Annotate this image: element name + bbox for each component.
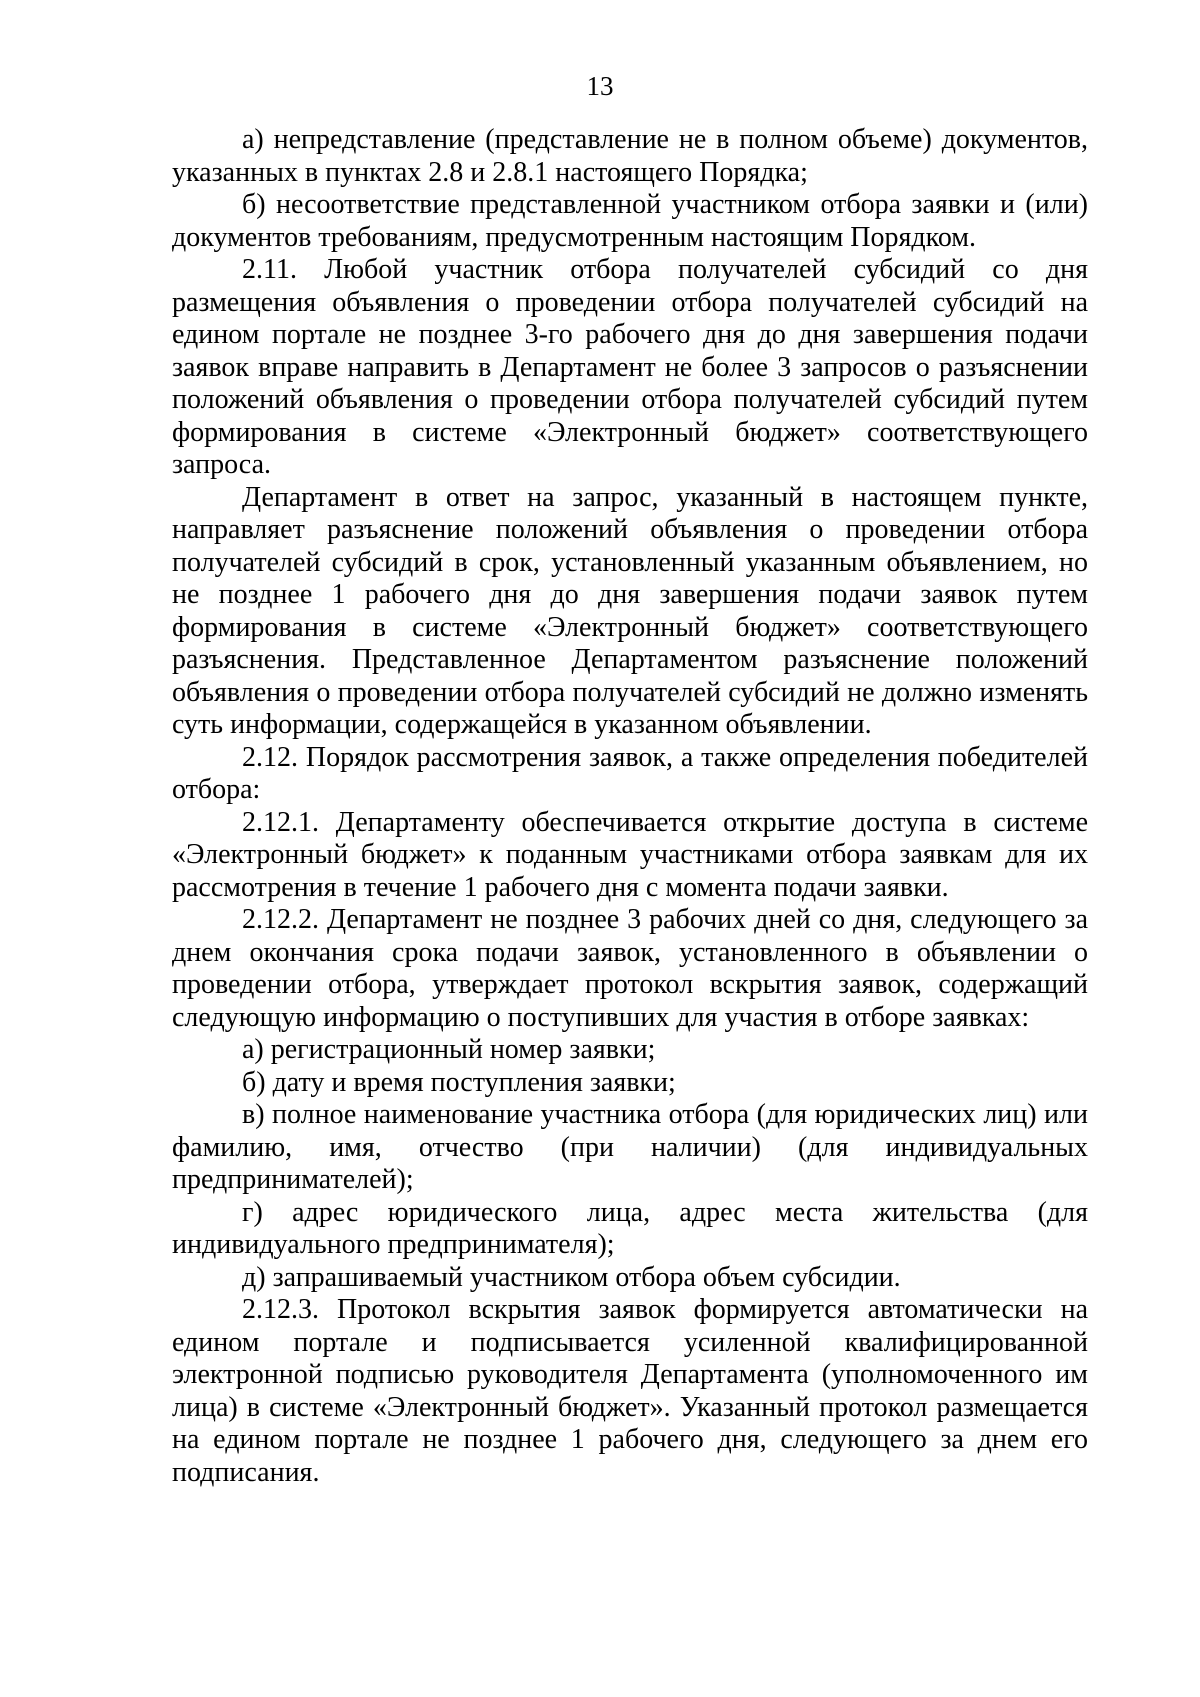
list-item-v-full-name: в) полное наименование участника отбора (для юридических лиц) или фамилию, имя, отчество (при наличии) (для индивидуальных предпринимателей); — [172, 1099, 1088, 1195]
paragraph-2-12: 2.12. Порядок рассмотрения заявок, а также определения победителей отбора: — [172, 741, 1088, 805]
paragraph-2-12-3: 2.12.3. Протокол вскрытия заявок формируется автоматически на едином портале и подписывается усиленной квалифицированной электронной подписью руководителя Департамента (уполномоченного им лица) в системе «Электронный бюджет». Указанный протокол размещается на едином портале не позднее 1 рабочего дня, следующего за днем его подписания. — [172, 1294, 1088, 1488]
list-item-a-registration-number: а) регистрационный номер заявки; — [242, 1034, 656, 1065]
paragraph-2-12-2: 2.12.2. Департамент не позднее 3 рабочих дней со дня, следующего за днем окончания срока подачи заявок, установленного в объявлении о проведении отбора, утверждает протокол вскрытия заявок, содержащий следующую информацию о поступивших для участия в отборе заявках: — [172, 904, 1088, 1033]
page-number: 13 — [586, 71, 614, 101]
paragraph-2-11: 2.11. Любой участник отбора получателей субсидий со дня размещения объявления о проведении отбора получателей субсидий на едином портале не позднее 3-го рабочего дня до дня завершения подачи заявок вправе направить в Департамент не более 3 запросов о разъяснении положений объявления о проведении отбора получателей субсидий путем формирования в системе «Электронный бюджет» соответствующего запроса. — [172, 254, 1088, 480]
document-body — [172, 124, 1088, 1489]
paragraph-2-12-1: 2.12.1. Департаменту обеспечивается открытие доступа в системе «Электронный бюджет» к поданным участниками отбора заявкам для их рассмотрения в течение 1 рабочего дня с момента подачи заявки. — [172, 806, 1088, 903]
list-item-g-address: г) адрес юридического лица, адрес места жительства (для индивидуального предпринимателя); — [172, 1196, 1088, 1260]
list-item-b-date-time: б) дату и время поступления заявки; — [242, 1066, 676, 1098]
paragraph-item-a-non-submission: а) непредставление (представление не в полном объеме) документов, указанных в пунктах 2.8 и 2.8.1 настоящего Порядка; — [172, 124, 1088, 188]
list-item-d-subsidy-amount: д) запрашиваемый участником отбора объем субсидии. — [242, 1261, 901, 1293]
paragraph-item-b-non-compliance: б) несоответствие представленной участником отбора заявки и (или) документов требованиям, предусмотренным настоящим Порядком. — [172, 189, 1088, 253]
paragraph-department-response: Департамент в ответ на запрос, указанный в настоящем пункте, направляет разъяснение положений объявления о проведении отбора получателей субсидий в срок, установленный указанным объявлением, но не позднее 1 рабочего дня до дня завершения подачи заявок путем формирования в системе «Электронный бюджет» соответствующего разъяснения. Представленное Департаментом разъяснение положений объявления о проведении отбора получателей субсидий не должно изменять суть информации, содержащейся в указанном объявлении. — [172, 481, 1088, 740]
